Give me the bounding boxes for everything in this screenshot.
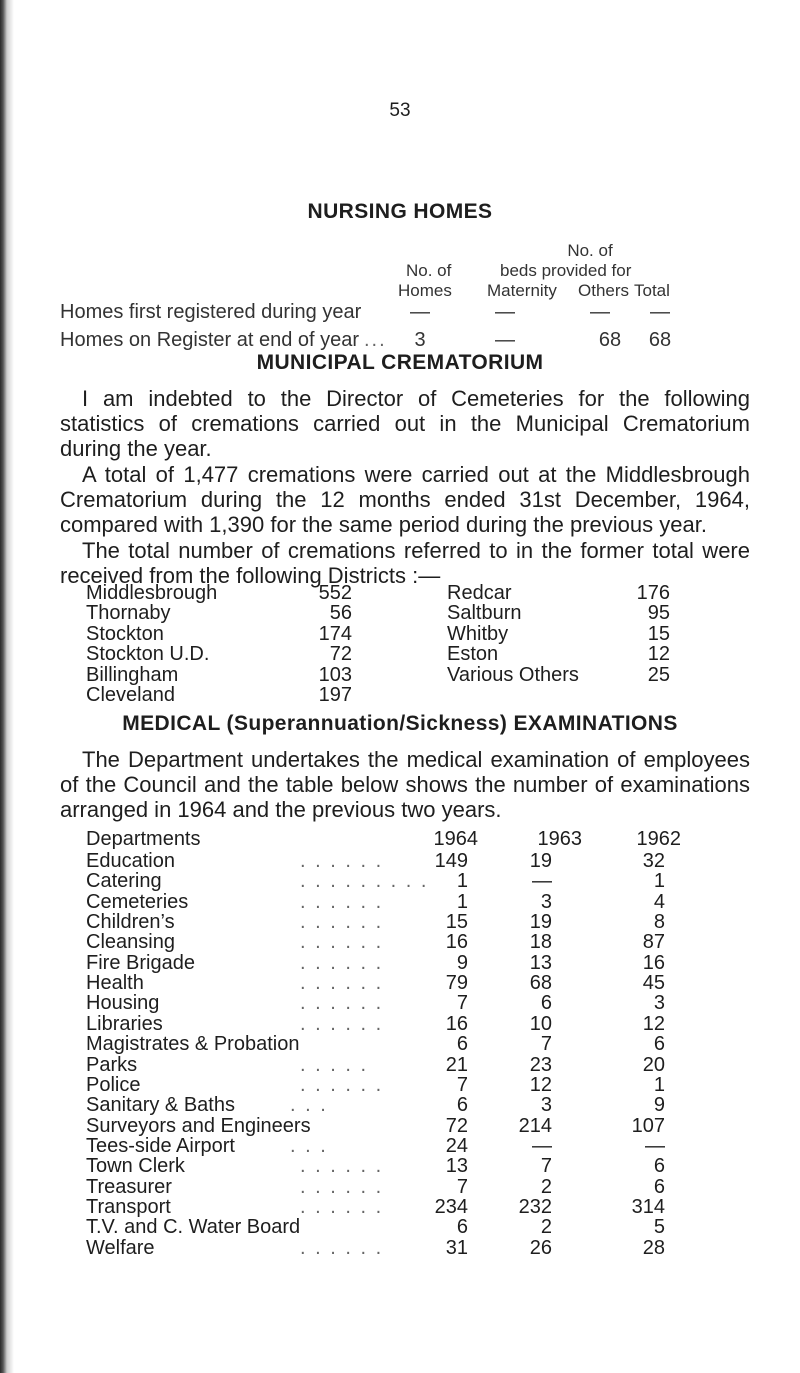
exam-value-1964: 72: [445, 1114, 468, 1137]
crematorium-para3-text: The total number of cremations referred to in the former total were received from the following Districts :—: [60, 538, 750, 588]
exam-department: Welfare: [86, 1236, 155, 1259]
nursing-row-homes: —: [410, 301, 430, 323]
exam-value-1962: 5: [653, 1216, 665, 1239]
exam-value-1962: 4: [653, 890, 665, 913]
exam-value-1964: 149: [434, 850, 468, 872]
exam-value-1963: —: [532, 1134, 552, 1157]
crematorium-para2-text: A total of 1,477 cremations were carried out at the Middlesbrough Crematorium during the 12 months ended 31st December, 1964, compared with 1,390 for the same period during the previous year.: [60, 462, 750, 537]
district-row-left: [0, 685, 800, 706]
exam-value-1963: 68: [529, 972, 552, 995]
exam-department: Housing: [86, 992, 160, 1015]
exam-leader-dots: . . .: [290, 1134, 328, 1157]
exam-leader-dots: . . . . . .: [300, 1195, 384, 1218]
exam-value-1962: 1: [653, 870, 665, 893]
exam-table-row: [0, 892, 800, 913]
exam-department: Libraries: [86, 1012, 163, 1035]
exam-value-1964: 7: [456, 1073, 468, 1096]
exam-leader-dots: . . . . . .: [300, 931, 384, 954]
crematorium-paragraph-1: [60, 386, 750, 461]
district-name: Saltburn: [447, 602, 522, 625]
exam-leader-dots: . . . . . .: [300, 890, 384, 913]
exam-value-1963: 13: [529, 951, 552, 974]
exam-value-1962: 16: [642, 951, 665, 974]
exam-value-1962: 28: [642, 1236, 665, 1259]
exam-value-1962: 6: [653, 1175, 665, 1198]
crematorium-heading: MUNICIPAL CREMATORIUM: [256, 351, 544, 374]
exam-value-1962: 9: [653, 1094, 665, 1117]
exam-value-1964: 24: [445, 1134, 468, 1157]
exam-value-1962: 6: [653, 1155, 665, 1178]
exam-table-row: [0, 1238, 800, 1259]
district-row-right: [0, 624, 800, 645]
exam-value-1963: —: [532, 870, 552, 893]
district-row-right: [0, 603, 800, 624]
exam-table-row: [0, 993, 800, 1014]
district-name: Cleveland: [86, 684, 175, 706]
exam-value-1963: 23: [529, 1053, 552, 1076]
exam-table-row: [0, 1156, 800, 1177]
exam-value-1964: 79: [445, 972, 468, 995]
nursing-row-label: Homes on Register at end of year: [60, 329, 360, 351]
nursing-row-total: 68: [648, 329, 672, 351]
crematorium-para1-text: I am indebted to the Director of Cemeteries for the following statistics of cremations carried out in the Municipal Crematorium during the year.: [60, 386, 750, 461]
exam-value-1963: 232: [518, 1195, 552, 1218]
exam-value-1962: 12: [642, 1012, 665, 1035]
district-row-right: [0, 665, 800, 686]
exam-department: Children’s: [86, 911, 175, 934]
exam-value-1964: 7: [456, 1175, 468, 1198]
others-header: Others: [578, 281, 630, 300]
exam-value-1963: 19: [529, 850, 552, 872]
exam-value-1964: 9: [456, 951, 468, 974]
exam-value-1964: 6: [456, 1033, 468, 1056]
exam-value-1962: 6: [653, 1033, 665, 1056]
district-row-right: [0, 644, 800, 665]
exam-leader-dots: . . . . . .: [300, 972, 384, 995]
exam-table-row: [0, 932, 800, 953]
exam-department: Cleansing: [86, 931, 175, 954]
exam-value-1963: 6: [540, 992, 552, 1015]
page-number: 53: [389, 100, 411, 121]
exam-table-row: [0, 851, 800, 872]
exam-value-1964: 234: [434, 1195, 468, 1218]
exam-leader-dots: . . . . . .: [300, 850, 384, 872]
exam-department: Tees-side Airport: [86, 1134, 235, 1157]
exam-department: Police: [86, 1073, 141, 1096]
district-name: Stockton: [86, 622, 164, 645]
medical-para-text: The Department undertakes the medical examination of employees of the Council and the table below shows the number of examinations arranged in 1964 and the previous two years.: [60, 747, 750, 822]
district-name: Stockton U.D.: [86, 643, 210, 666]
exam-value-1963: 2: [540, 1216, 552, 1239]
exam-value-1962: —: [645, 1134, 665, 1157]
district-name: Eston: [447, 643, 499, 666]
district-count: 56: [329, 602, 352, 625]
exam-value-1962: 3: [653, 992, 665, 1015]
exam-value-1964: 15: [445, 911, 468, 934]
district-count: 552: [318, 582, 352, 604]
exam-col-departments: Departments: [86, 828, 201, 850]
nursing-row-total: —: [650, 301, 670, 323]
exam-department: T.V. and C. Water Board: [86, 1216, 301, 1239]
district-row-right: [0, 583, 800, 604]
nursing-row-maternity: —: [495, 301, 515, 323]
exam-department: Sanitary & Baths: [86, 1094, 235, 1117]
exam-department: Education: [86, 850, 175, 872]
exam-leader-dots: . . . . . .: [300, 951, 384, 974]
exam-leader-dots: . . . . . .: [300, 911, 384, 934]
nursing-row-homes: 3: [414, 329, 426, 351]
exam-table-row: [0, 1075, 800, 1096]
beds-header-line1: No. of: [567, 241, 613, 260]
exam-value-1964: 16: [445, 931, 468, 954]
maternity-header: Maternity: [487, 281, 557, 300]
exam-department: Parks: [86, 1053, 138, 1076]
exam-table-header: [0, 829, 800, 850]
exam-leader-dots: . . . . . .: [300, 1175, 384, 1198]
exam-leader-dots: . . . . .: [300, 1053, 369, 1076]
exam-table-row: [0, 1095, 800, 1116]
total-header: Total: [634, 281, 670, 300]
exam-department: Treasurer: [86, 1175, 172, 1198]
exam-value-1964: 16: [445, 1012, 468, 1035]
nursing-row-on-register: [0, 330, 800, 351]
district-count: 95: [647, 602, 670, 625]
exam-table-row: [0, 953, 800, 974]
crematorium-paragraph-3: [60, 538, 750, 588]
exam-value-1963: 18: [529, 931, 552, 954]
exam-leader-dots: . . . . . . . . .: [300, 870, 429, 893]
exam-table-row: [0, 1055, 800, 1076]
exam-table-row: [0, 973, 800, 994]
district-name: Thornaby: [86, 602, 171, 625]
exam-value-1962: 1: [653, 1073, 665, 1096]
exam-value-1962: 314: [631, 1195, 665, 1218]
district-name: Middlesbrough: [86, 582, 218, 604]
exam-value-1964: 1: [456, 890, 468, 913]
homes-header-line1: No. of: [406, 261, 452, 280]
exam-value-1963: 12: [529, 1073, 552, 1096]
exam-value-1964: 13: [445, 1155, 468, 1178]
exam-leader-dots: . . . . . .: [300, 1012, 384, 1035]
exam-department: Fire Brigade: [86, 951, 195, 974]
nursing-row-dots: ...: [364, 329, 387, 351]
exam-leader-dots: . . . . . .: [300, 1073, 384, 1096]
exam-leader-dots: . . . . . .: [300, 992, 384, 1015]
exam-value-1963: 19: [529, 911, 552, 934]
crematorium-paragraph-2: [60, 462, 750, 537]
exam-value-1963: 26: [529, 1236, 552, 1259]
exam-table-row: [0, 1197, 800, 1218]
beds-header-line2: beds provided for: [500, 261, 632, 280]
exam-value-1963: 10: [529, 1012, 552, 1035]
exam-value-1964: 21: [445, 1053, 468, 1076]
nursing-row-label: Homes first registered during year: [60, 301, 362, 323]
medical-paragraph: [60, 747, 750, 822]
district-count: 25: [647, 663, 670, 686]
exam-table-row: [0, 1034, 800, 1055]
nursing-row-maternity: —: [495, 329, 515, 351]
exam-value-1963: 3: [540, 1094, 552, 1117]
exam-table-row: [0, 1217, 800, 1238]
exam-leader-dots: . . . . . .: [300, 1236, 384, 1259]
exam-table-row: [0, 871, 800, 892]
nursing-row-others: 68: [598, 329, 622, 351]
exam-department: Catering: [86, 870, 162, 893]
exam-table-row: [0, 912, 800, 933]
homes-header-line2: Homes: [398, 281, 452, 300]
exam-value-1962: 87: [642, 931, 665, 954]
district-count: 15: [647, 622, 670, 645]
exam-col-1962: 1962: [636, 828, 681, 850]
exam-department: Transport: [86, 1195, 171, 1218]
exam-department: Magistrates & Probation: [86, 1033, 300, 1056]
exam-value-1962: 45: [642, 972, 665, 995]
exam-value-1964: 31: [445, 1236, 468, 1259]
district-count: 72: [329, 643, 352, 666]
district-count: 197: [318, 684, 352, 706]
exam-value-1962: 20: [642, 1053, 665, 1076]
exam-leader-dots: . . . . . .: [300, 1155, 384, 1178]
district-count: 12: [647, 643, 670, 666]
exam-department: Surveyors and Engineers: [86, 1114, 311, 1137]
nursing-row-others: —: [590, 301, 610, 323]
exam-value-1964: 7: [456, 992, 468, 1015]
exam-department: Town Clerk: [86, 1155, 185, 1178]
district-name: Various Others: [447, 663, 579, 686]
exam-value-1963: 3: [540, 890, 552, 913]
exam-value-1963: 214: [518, 1114, 552, 1137]
exam-value-1964: 6: [456, 1216, 468, 1239]
district-count: 174: [318, 622, 352, 645]
exam-value-1964: 6: [456, 1094, 468, 1117]
district-count: 103: [318, 663, 352, 686]
exam-col-1964: 1964: [433, 828, 478, 850]
exam-value-1962: 32: [642, 850, 665, 872]
exam-department: Health: [86, 972, 144, 995]
exam-value-1964: 1: [456, 870, 468, 893]
nursing-row-first-registered: [0, 302, 800, 323]
exam-department: Cemeteries: [86, 890, 189, 913]
exam-leader-dots: . . .: [290, 1094, 328, 1117]
medical-heading: MEDICAL (Superannuation/Sickness) EXAMINATIONS: [122, 712, 678, 735]
district-name: Whitby: [447, 622, 509, 645]
exam-col-1963: 1963: [537, 828, 582, 850]
district-name: Redcar: [447, 582, 512, 604]
exam-value-1962: 8: [653, 911, 665, 934]
exam-value-1962: 107: [631, 1114, 665, 1137]
exam-table-row: [0, 1116, 800, 1137]
nursing-homes-heading: NURSING HOMES: [307, 200, 493, 223]
exam-value-1963: 2: [540, 1175, 552, 1198]
district-name: Billingham: [86, 663, 179, 686]
exam-table-row: [0, 1177, 800, 1198]
exam-value-1963: 7: [540, 1155, 552, 1178]
exam-value-1963: 7: [540, 1033, 552, 1056]
district-count: 176: [636, 582, 670, 604]
exam-table-row: [0, 1136, 800, 1157]
exam-table-row: [0, 1014, 800, 1035]
